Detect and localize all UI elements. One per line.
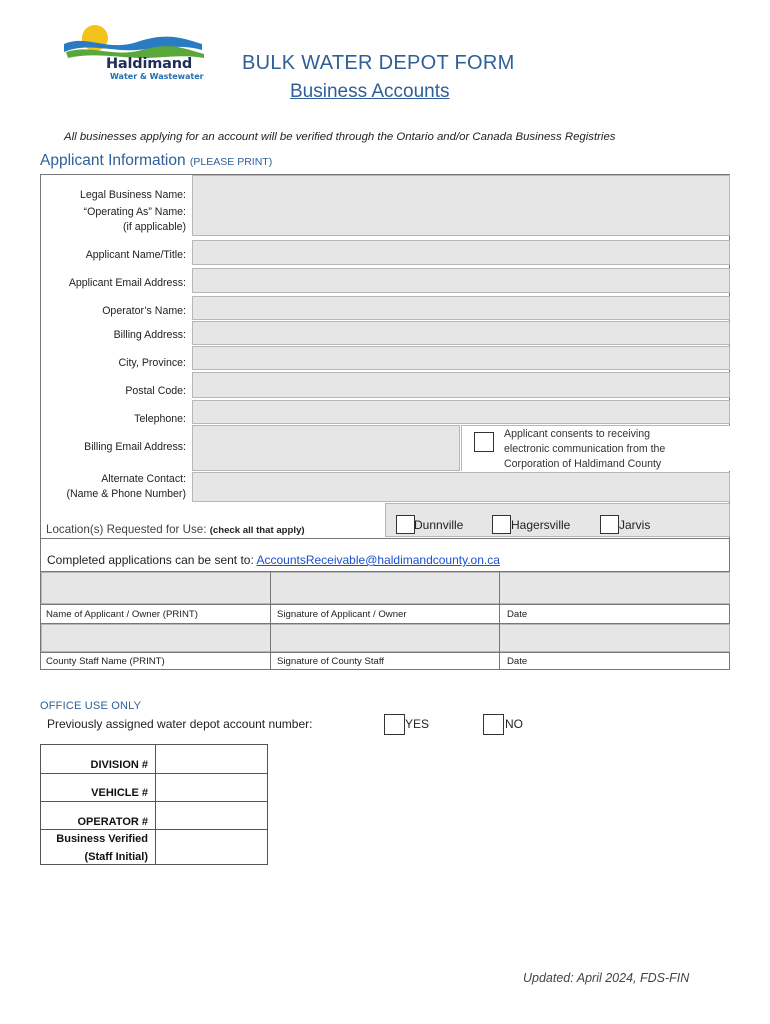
telephone-field[interactable] [192, 400, 730, 424]
staff-initial-label: (Staff Initial) [84, 851, 148, 863]
no-label: NO [505, 717, 523, 731]
operator-name-label: Operator’s Name: [102, 305, 186, 317]
accounts-receivable-email-link[interactable]: AccountsReceivable@haldimandcounty.on.ca [256, 553, 500, 567]
applicant-section-heading: Applicant Information [40, 152, 186, 169]
operator-number-input[interactable] [156, 802, 267, 829]
alternate-contact-field[interactable] [192, 472, 730, 502]
operator-name-field[interactable] [192, 296, 730, 320]
applicant-date-label: Date [507, 609, 528, 620]
dunnville-label: Dunnville [414, 518, 464, 532]
divider [40, 652, 730, 653]
jarvis-label: Jarvis [619, 518, 651, 532]
form-subtitle: Business Accounts [290, 81, 450, 102]
applicant-section-title [40, 152, 272, 170]
applicant-name-print-label: Name of Applicant / Owner (PRINT) [46, 609, 198, 620]
please-print-note: (PLEASE PRINT) [189, 156, 273, 168]
hagersville-label: Hagersville [511, 518, 571, 532]
applicant-name-label: Applicant Name/Title: [85, 249, 186, 261]
yes-label: YES [405, 717, 430, 731]
logo-subtitle: Water & Wastewater [110, 72, 204, 81]
locations-label-text: Location(s) Requested for Use: [46, 523, 207, 536]
operating-as-label: “Operating As” Name: [83, 206, 186, 218]
jarvis-checkbox[interactable] [600, 515, 619, 534]
column-divider [270, 572, 271, 670]
business-verified-label: Business Verified [56, 833, 148, 845]
postal-code-label: Postal Code: [125, 385, 186, 397]
consent-line-2: electronic communication from the [504, 443, 666, 455]
applicant-email-field[interactable] [192, 268, 730, 293]
alternate-contact-label: Alternate Contact: [101, 473, 186, 485]
operating-as-hint: (if applicable) [122, 221, 186, 233]
legal-business-name-label: Legal Business Name: [80, 189, 186, 201]
staff-signature-row[interactable] [41, 624, 730, 652]
business-verified-input[interactable] [156, 830, 267, 864]
verification-notice: All businesses applying for an account will be verified through the Ontario and/or Canada Business Registries [64, 131, 616, 143]
vehicle-label: VEHICLE # [91, 787, 148, 799]
divider [40, 538, 730, 539]
consent-line-1: Applicant consents to receiving [504, 428, 651, 440]
division-label: DIVISION # [90, 759, 148, 771]
send-to-label: Completed applications can be sent to: [47, 553, 254, 567]
staff-signature-label: Signature of County Staff [277, 656, 385, 667]
staff-date-label: Date [507, 656, 528, 667]
billing-address-field[interactable] [192, 321, 730, 345]
hagersville-checkbox[interactable] [492, 515, 511, 534]
billing-email-field[interactable] [192, 425, 460, 471]
telephone-label: Telephone: [134, 413, 186, 425]
no-checkbox[interactable] [483, 714, 504, 735]
division-input[interactable] [156, 745, 267, 773]
office-use-title: OFFICE USE ONLY [40, 700, 142, 712]
consent-line-3: Corporation of Haldimand County [504, 458, 662, 470]
alternate-contact-hint: (Name & Phone Number) [66, 488, 186, 500]
dunnville-checkbox[interactable] [396, 515, 415, 534]
applicant-email-label: Applicant Email Address: [68, 277, 186, 289]
postal-code-field[interactable] [192, 372, 730, 398]
vehicle-input[interactable] [156, 774, 267, 801]
applicant-name-field[interactable] [192, 240, 730, 265]
consent-checkbox[interactable] [474, 432, 494, 452]
yes-checkbox[interactable] [384, 714, 405, 735]
footer-updated: Updated: April 2024, FDS-FIN [523, 971, 690, 985]
logo-name: Haldimand [106, 56, 193, 72]
locations-label [46, 523, 305, 536]
applicant-signature-row[interactable] [41, 572, 730, 604]
divider [40, 604, 730, 605]
send-to-text [47, 553, 500, 567]
city-province-field[interactable] [192, 346, 730, 370]
legal-business-name-field[interactable] [192, 175, 730, 236]
city-province-label: City, Province: [118, 357, 186, 369]
consent-text [504, 427, 665, 472]
applicant-signature-label: Signature of Applicant / Owner [277, 609, 407, 620]
column-divider [499, 572, 500, 670]
divider [40, 623, 730, 624]
billing-address-label: Billing Address: [113, 329, 186, 341]
previous-account-question: Previously assigned water depot account number: [47, 717, 313, 731]
staff-name-label: County Staff Name (PRINT) [46, 656, 165, 667]
form-title: BULK WATER DEPOT FORM [242, 52, 515, 74]
operator-number-label: OPERATOR # [77, 816, 148, 828]
billing-email-label: Billing Email Address: [84, 441, 186, 453]
locations-hint: (check all that apply) [209, 525, 305, 536]
